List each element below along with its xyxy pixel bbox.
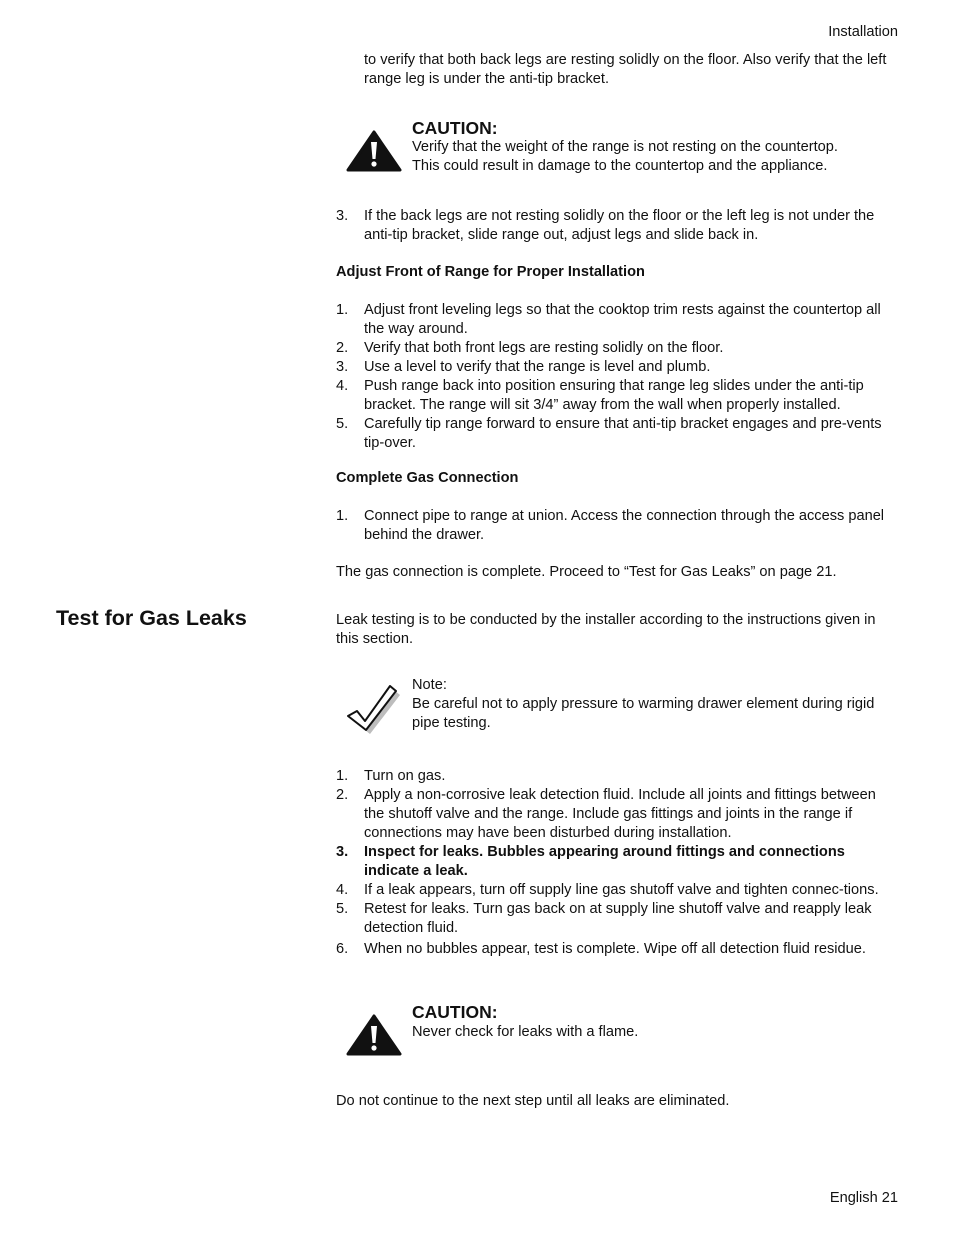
step-text: Inspect for leaks. Bubbles appearing around fittings and connections indicate a leak. — [364, 844, 845, 879]
step-number: 3. — [336, 359, 349, 375]
gas-connection-complete: The gas connection is complete. Proceed to “Test for Gas Leaks” on page 21. — [336, 564, 837, 580]
step-text: Use a level to verify that the range is level and plumb. — [364, 359, 711, 375]
gas-connection-steps — [336, 507, 898, 545]
running-header: Installation — [828, 24, 898, 40]
leak-testing-intro: Leak testing is to be conducted by the installer according to the instructions given in this section. — [336, 612, 876, 647]
checkmark-icon — [345, 683, 401, 735]
adjust-front-steps — [336, 301, 898, 453]
list-item — [336, 843, 898, 881]
step-number: 3. — [336, 208, 349, 224]
caution-text-line-2: This could result in damage to the countertop and the appliance. — [412, 158, 828, 174]
step-number: 4. — [336, 378, 349, 394]
step-text: If a leak appears, turn off supply line gas shutoff valve and tighten connec-tions. — [364, 882, 879, 898]
step-text: Push range back into position ensuring that range leg slides under the anti-tip bracket. The range will sit 3/4” away from the wall when properly installed. — [364, 378, 864, 413]
list-item — [336, 507, 898, 545]
list-item — [336, 358, 898, 377]
list-item — [336, 339, 898, 358]
caution-title: CAUTION: — [412, 1002, 498, 1022]
list-item — [336, 940, 898, 959]
closing-text: Do not continue to the next step until all leaks are eliminated. — [336, 1093, 730, 1109]
adjust-front-heading: Adjust Front of Range for Proper Installation — [336, 264, 645, 280]
step-text: When no bubbles appear, test is complete. Wipe off all detection fluid residue. — [364, 941, 866, 957]
step-number: 6. — [336, 941, 349, 957]
step-text: Turn on gas. — [364, 768, 446, 784]
caution-text-line-1: Verify that the weight of the range is not resting on the countertop. — [412, 139, 838, 155]
step-text: Connect pipe to range at union. Access the connection through the access panel behind the drawer. — [364, 508, 885, 543]
step-text: Retest for leaks. Turn gas back on at supply line shutoff valve and reapply leak detection fluid. — [364, 901, 872, 936]
step-number: 3. — [336, 844, 349, 860]
step-number: 5. — [336, 901, 349, 917]
step-number: 2. — [336, 340, 349, 356]
list-item — [336, 415, 898, 453]
note-title: Note: — [412, 677, 447, 693]
list-item — [336, 900, 898, 938]
list-item — [336, 786, 898, 843]
list-item — [336, 377, 898, 415]
step-text: Apply a non-corrosive leak detection fluid. Include all joints and fittings between the shutoff valve and the range. Include gas fittings and joints in the range if connections may have been disturbed during installation. — [364, 787, 876, 841]
step-text: If the back legs are not resting solidly on the floor or the left leg is not under the anti-tip bracket, slide range out, adjust legs and slide back in. — [364, 208, 875, 243]
list-item — [336, 881, 898, 900]
section-title: Test for Gas Leaks — [56, 606, 247, 630]
list-item — [336, 301, 898, 339]
step-text: Carefully tip range forward to ensure that anti-tip bracket engages and pre-vents tip-over. — [364, 416, 882, 451]
caution-text: Never check for leaks with a flame. — [412, 1024, 639, 1040]
leak-test-steps — [336, 767, 898, 959]
list-item — [336, 767, 898, 786]
step-number: 1. — [336, 768, 349, 784]
list-item — [336, 207, 898, 245]
step-number: 5. — [336, 416, 349, 432]
back-legs-step — [336, 207, 898, 245]
page-footer: English 21 — [829, 1190, 898, 1206]
note-text: Be careful not to apply pressure to warming drawer element during rigid pipe testing. — [412, 696, 875, 731]
step-number: 1. — [336, 508, 349, 524]
step-number: 1. — [336, 302, 349, 318]
intro-continuation: to verify that both back legs are resting solidly on the floor. Also verify that the left range leg is under the anti-tip bracket. — [364, 52, 887, 87]
step-text: Verify that both front legs are resting solidly on the floor. — [364, 340, 724, 356]
warning-triangle-icon — [345, 1013, 403, 1057]
step-number: 4. — [336, 882, 349, 898]
gas-connection-heading: Complete Gas Connection — [336, 470, 519, 486]
caution-title: CAUTION: — [412, 118, 498, 138]
step-number: 2. — [336, 787, 349, 803]
warning-triangle-icon — [345, 129, 403, 173]
step-text: Adjust front leveling legs so that the cooktop trim rests against the countertop all the way around. — [364, 302, 881, 337]
